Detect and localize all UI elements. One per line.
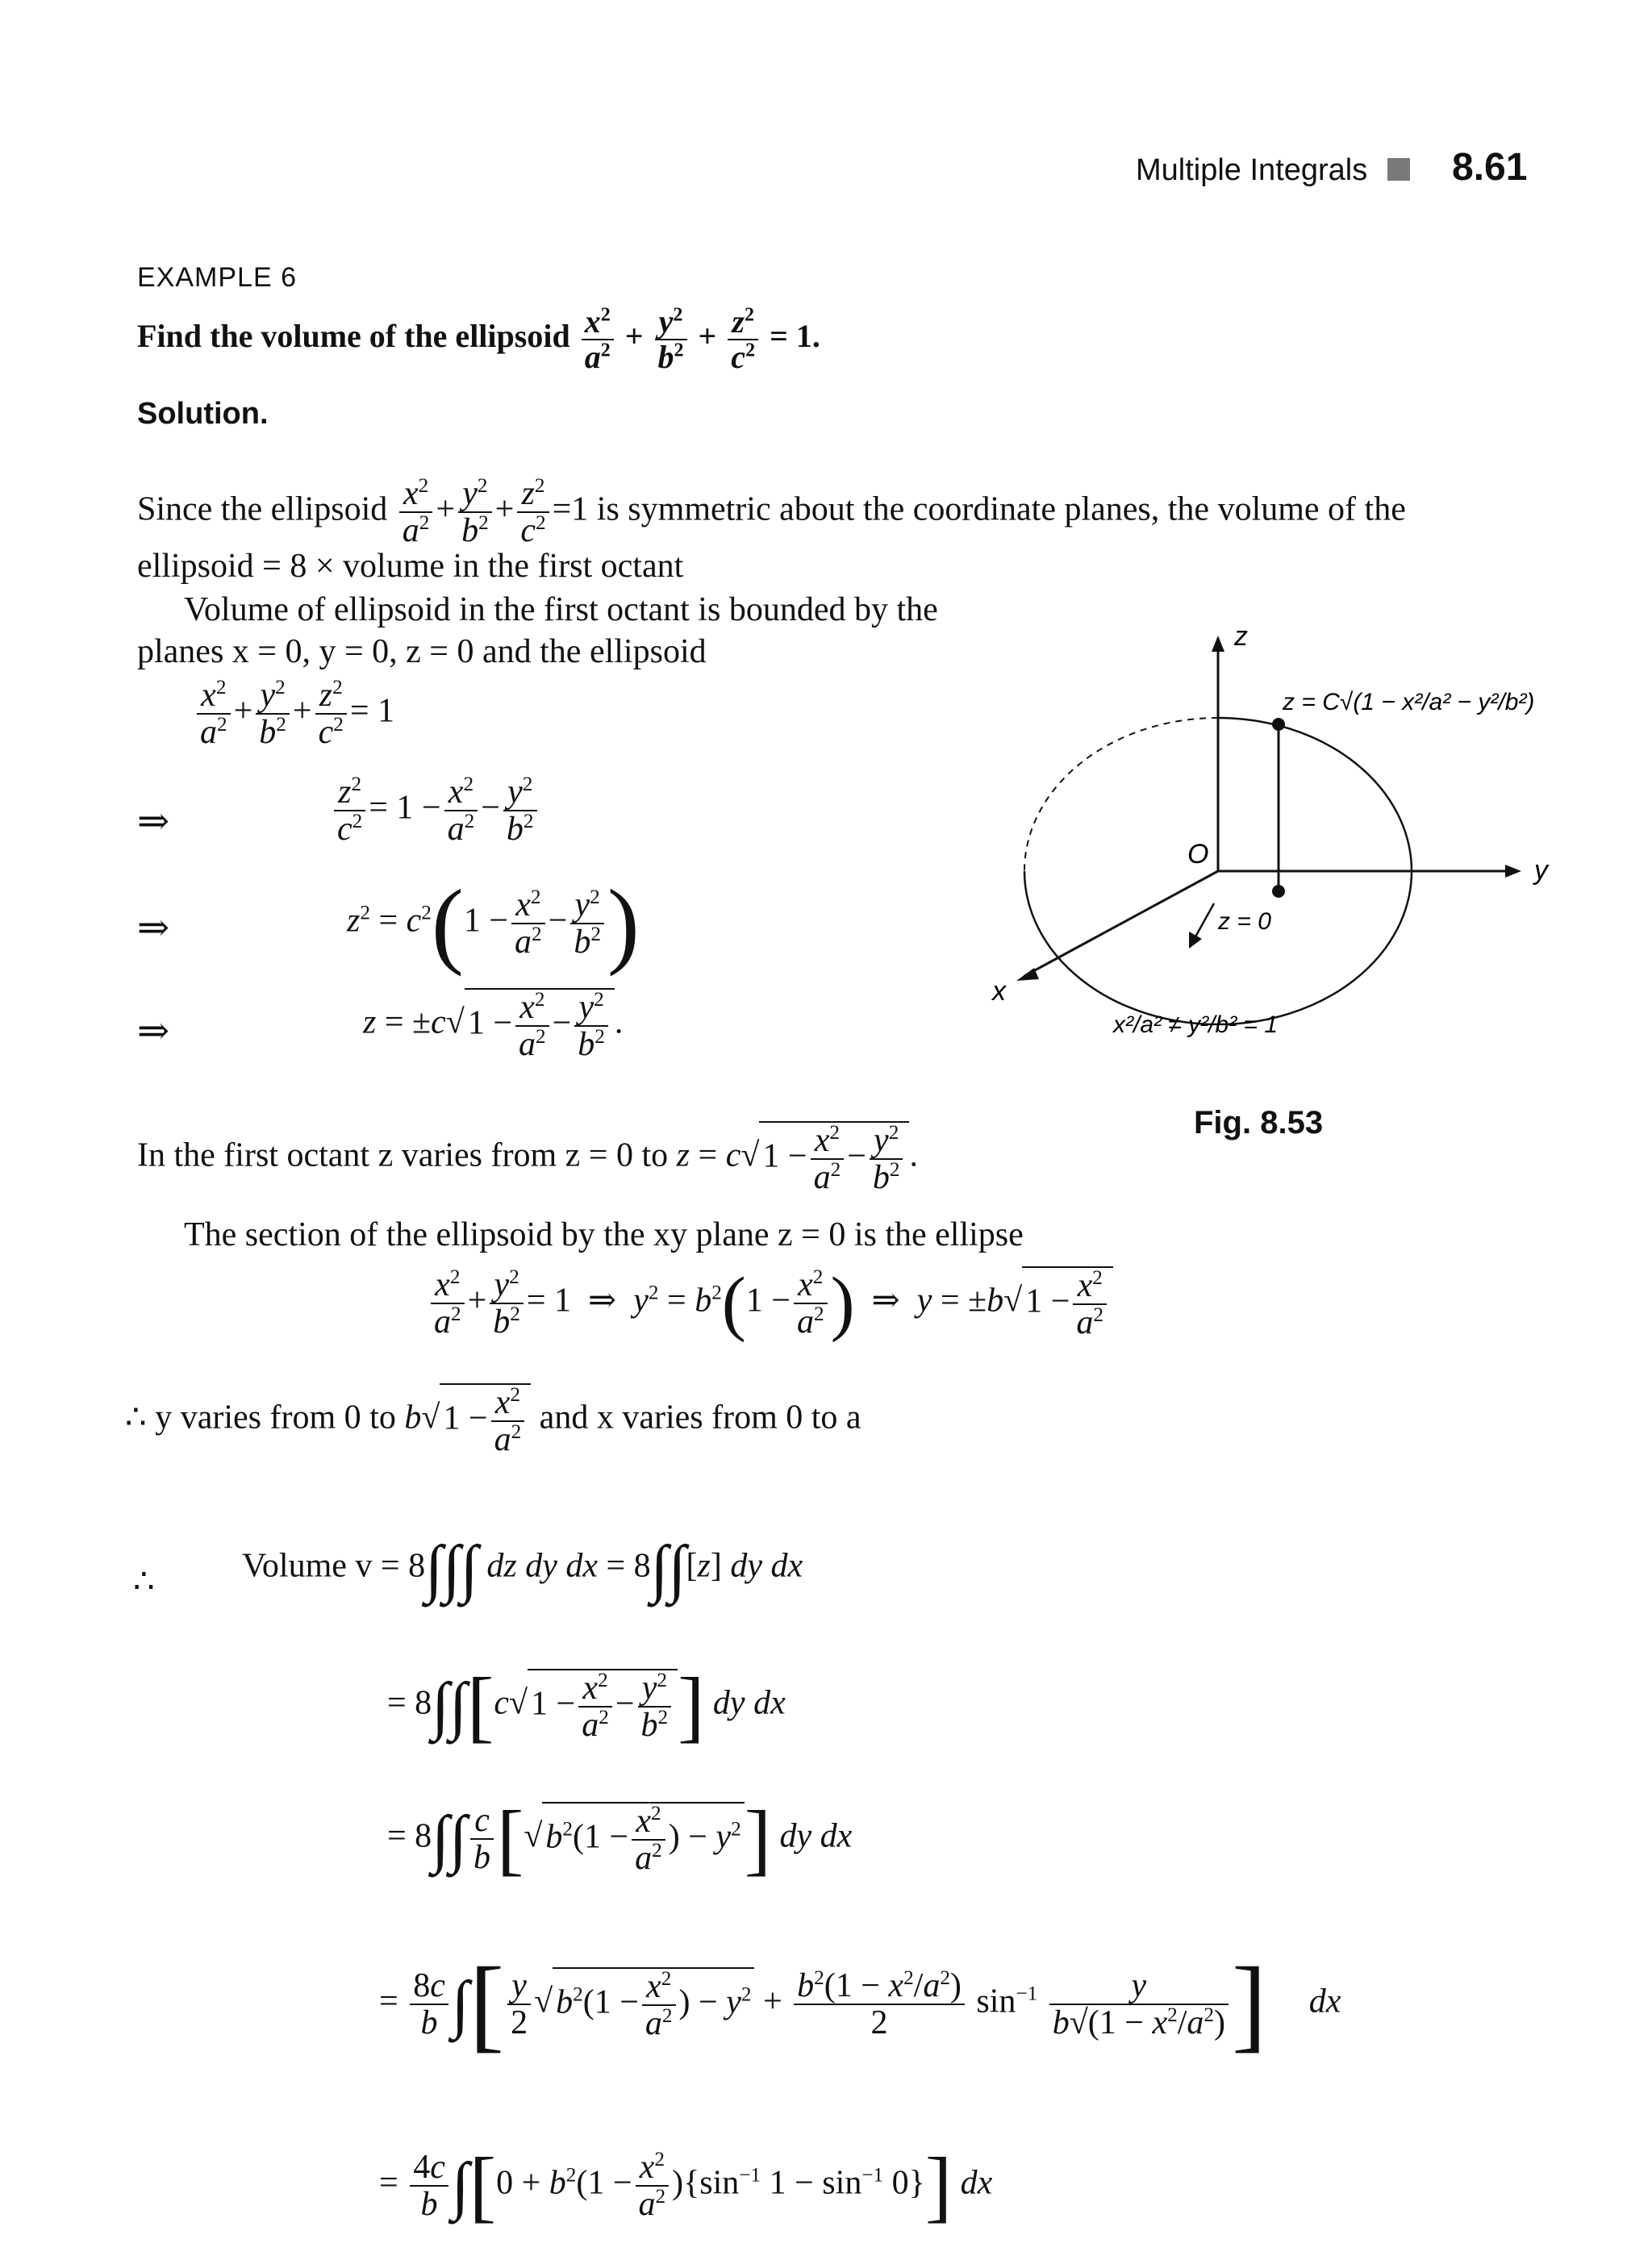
implies-symbol: ⇒ (137, 907, 170, 949)
y-axis-label: y (1534, 855, 1548, 886)
eq-volume-step-4: = $\frac{4c}{b}$ $\int[0 + b^2(1$ − $\frac{x^2}{a^2}$ ){$\sin^{-1}$ $1 - \sin^{-1} 0$}] dx (379, 2141, 993, 2230)
sqrt-term: $b^2(1$ − $\frac{x^2}{a^2}$ ) − $y^2$ (542, 1802, 744, 1876)
eq-frac: $\frac{x^2}{a^2}$ (636, 2150, 670, 2222)
eq-xy-section: $\frac{x^2}{a^2}$ + $\frac{y^2}{b^2}$ = 1 ⇒ $y^2 = b^2(1$ − $\frac{x^2}{a^2}$ ) ⇒ y = ±b√1 − $\frac{x^2}{a^2}$ (428, 1266, 1113, 1341)
plane-label: z = 0 (1218, 908, 1271, 935)
p1-text-c: ellipsoid = 8 × volume in the first octant (137, 548, 684, 585)
eq-frac: $\frac{y^2}{b^2}$ (570, 887, 604, 960)
eq-volume-step-3: = $\frac{8c}{b}$ ∫[ $\frac{y}{2}$ $√b^2(1$ − $\frac{x^2}{a^2}$ ) − $y^2$ + $\frac{b^2(1 - x^2/a^2)}{2}$ $\sin^{-1}$ $\frac{y}{b√(1 - x^2/a^2)}$ ] dx (379, 1946, 1341, 2062)
eq-ellipsoid: $\frac{x^2}{a^2}$ + $\frac{y^2}{b^2}$ + $\frac{z^2}{c^2}$ = 1 (194, 678, 394, 750)
x-axis-label: x (992, 976, 1006, 1007)
eq-step-1: $\frac{z^2}{c^2}$ = 1 − $\frac{x^2}{a^2}$ − $\frac{y^2}{b^2}$ (331, 774, 540, 847)
z-axis-label: z (1234, 629, 1248, 652)
eq-frac: $\frac{y^2}{b^2}$ (655, 305, 687, 374)
eq-step-2: $z^2 = c^2(1$ − $\frac{x^2}{a^2}$ − $\frac{y^2}{b^2}$ ) (347, 869, 640, 977)
implies-symbol: ⇒ (137, 1010, 170, 1053)
eq-frac: $\frac{x^2}{a^2}$ (515, 990, 549, 1062)
paragraph-z-range: In the first octant z varies from z = 0 to z = c√1 − $\frac{x^2}{a^2}$ − $\frac{y^2}{b^2}$ . (137, 1122, 918, 1197)
ellipse-label: x²/a² ≠ y²/b² = 1 (1113, 1011, 1279, 1038)
surface-point (1272, 718, 1285, 731)
sqrt-term: 1 − $\frac{x^2}{a^2}$ − $\frac{y^2}{b^2}$ (465, 988, 615, 1062)
eq-frac: $\frac{y}{b√(1 - x^2/a^2)}$ (1049, 1968, 1229, 2041)
sqrt-term: 1 − $\frac{x^2}{a^2}$ (440, 1383, 531, 1457)
running-header-title: Multiple Integrals (1136, 153, 1368, 187)
therefore-symbol: ∴ (133, 1563, 155, 1600)
volume-label: Volume v = 8 (242, 1547, 426, 1585)
eq-frac: $\frac{x^2}{a^2}$ (811, 1123, 845, 1195)
eq-frac: $\frac{x^2}{a^2}$ (399, 476, 433, 548)
eq-frac: $\frac{x^2}{a^2}$ (491, 1385, 525, 1457)
solution-label: Solution. (137, 397, 269, 431)
example-statement: Find the volume of the ellipsoid $\frac{x^2}{a^2}$ + $\frac{y^2}{b^2}$ + $\frac{z^2}{c^2}$ = 1. (137, 303, 820, 375)
eq-volume-integral: Volume v = 8∫∫∫ dz dy dx = 8∫∫[z] dy dx (242, 1533, 803, 1604)
eq-frac: $\frac{z^2}{c^2}$ (728, 305, 758, 374)
surface-equation-label: z = C√(1 − x²/a² − y²/b²) (1283, 689, 1535, 715)
implies-symbol: ⇒ (137, 800, 170, 843)
eq-frac: $\frac{x^2}{a^2}$ (632, 1804, 665, 1876)
ellipsoid-figure (960, 629, 1573, 1081)
page-number: 8.61 (1452, 146, 1528, 189)
eq-frac: $\frac{y^2}{b^2}$ (490, 1267, 524, 1340)
eq-frac: $\frac{z^2}{c^2}$ (517, 476, 549, 548)
example-label: EXAMPLE 6 (137, 262, 297, 293)
label-pointer-line (1194, 903, 1214, 940)
eq-frac: $\frac{y^2}{b^2}$ (458, 476, 492, 548)
p5-text-b: and x varies from 0 to a (539, 1399, 861, 1437)
p1-text-b: is symmetric about the coordinate planes, the volume of the (596, 490, 1406, 528)
eq-frac: $\frac{4c}{b}$ (410, 2150, 448, 2222)
eq-frac: $\frac{y^2}{b^2}$ (256, 678, 290, 750)
origin-label: O (1187, 839, 1209, 869)
eq-frac: $\frac{y^2}{b^2}$ (503, 774, 537, 847)
sqrt-term: 1 − $\frac{x^2}{a^2}$ − $\frac{y^2}{b^2}$ (759, 1121, 909, 1195)
eq-frac: $\frac{x^2}{a^2}$ (197, 678, 231, 750)
eq-frac: $\frac{x^2}{a^2}$ (582, 305, 614, 374)
label-pointer-arrow-icon (1189, 932, 1202, 949)
sqrt-term: $b^2(1$ − $\frac{x^2}{a^2}$ ) − $y^2$ (553, 1967, 754, 2041)
eq-frac: $\frac{8c}{b}$ (410, 1968, 448, 2041)
eq-frac: $\frac{x^2}{a^2}$ (578, 1670, 612, 1743)
p2-text-b: planes x = 0, y = 0, z = 0 and the ellipsoid (137, 633, 707, 670)
header-square-icon (1387, 158, 1410, 181)
eq-step-3: z = ±c√1 − $\frac{x^2}{a^2}$ − $\frac{y^2}{b^2}$ . (363, 989, 624, 1064)
paragraph-symmetry: Since the ellipsoid $\frac{x^2}{a^2}$ + $\frac{y^2}{b^2}$ + $\frac{z^2}{c^2}$ =1 is symmetric about the coordinate planes, the volume of the (137, 475, 1406, 550)
base-point (1272, 885, 1285, 898)
eq-frac: $\frac{x^2}{a^2}$ (511, 887, 545, 960)
y-axis-arrow-icon (1505, 865, 1521, 878)
eq-volume-step-2: = 8∫∫ $\frac{c}{b}$ [$√b^2(1$ − $\frac{x^2}{a^2}$ ) − $y^2$] dy dx (387, 1794, 853, 1883)
p5-text-a: ∴ y varies from 0 to (125, 1399, 396, 1437)
example-statement-text: Find the volume of the ellipsoid (137, 318, 570, 355)
z-axis-arrow-icon (1212, 636, 1224, 652)
eq-frac: $\frac{y^2}{b^2}$ (638, 1670, 672, 1743)
eq-frac: $\frac{x^2}{a^2}$ (444, 774, 478, 847)
p4-text: The section of the ellipsoid by the xy plane z = 0 is the ellipse (184, 1216, 1024, 1253)
sqrt-term: 1 − $\frac{x^2}{a^2}$ (1022, 1266, 1113, 1341)
p1-text-a: Since the ellipsoid (137, 490, 388, 528)
eq-frac: $\frac{y}{2}$ (507, 1968, 531, 2041)
figure-caption: Fig. 8.53 (1194, 1105, 1324, 1141)
eq-frac: $\frac{x^2}{a^2}$ (794, 1267, 828, 1340)
sqrt-term: 1 − $\frac{x^2}{a^2}$ − $\frac{y^2}{b^2}$ (528, 1669, 678, 1743)
eq-frac: $\frac{c}{b}$ (470, 1803, 494, 1875)
eq-frac: $\frac{z^2}{c^2}$ (315, 678, 347, 750)
eq-frac: $\frac{y^2}{b^2}$ (574, 990, 608, 1062)
eq-volume-step-1: = 8∫∫[c√1 − $\frac{x^2}{a^2}$ − $\frac{y^2}{b^2}$ ] dy dx (387, 1661, 786, 1750)
x-axis-line (1024, 871, 1218, 976)
eq-frac: $\frac{x^2}{a^2}$ (431, 1267, 465, 1340)
eq-frac: $\frac{x^2}{a^2}$ (642, 1969, 676, 2041)
p3-text: In the first octant z varies from z = 0 to (137, 1136, 669, 1174)
p2-text-a: Volume of ellipsoid in the first octant is bounded by the (184, 591, 938, 628)
eq-frac: $\frac{z^2}{c^2}$ (334, 774, 365, 847)
eq-frac: $\frac{b^2(1 - x^2/a^2)}{2}$ (794, 1968, 965, 2041)
eq-frac: $\frac{x^2}{a^2}$ (1073, 1268, 1107, 1341)
eq-frac: $\frac{y^2}{b^2}$ (870, 1123, 903, 1195)
paragraph-y-range: ∴ y varies from 0 to b√1 − $\frac{x^2}{a^2}$ and x varies from 0 to a (125, 1384, 861, 1459)
